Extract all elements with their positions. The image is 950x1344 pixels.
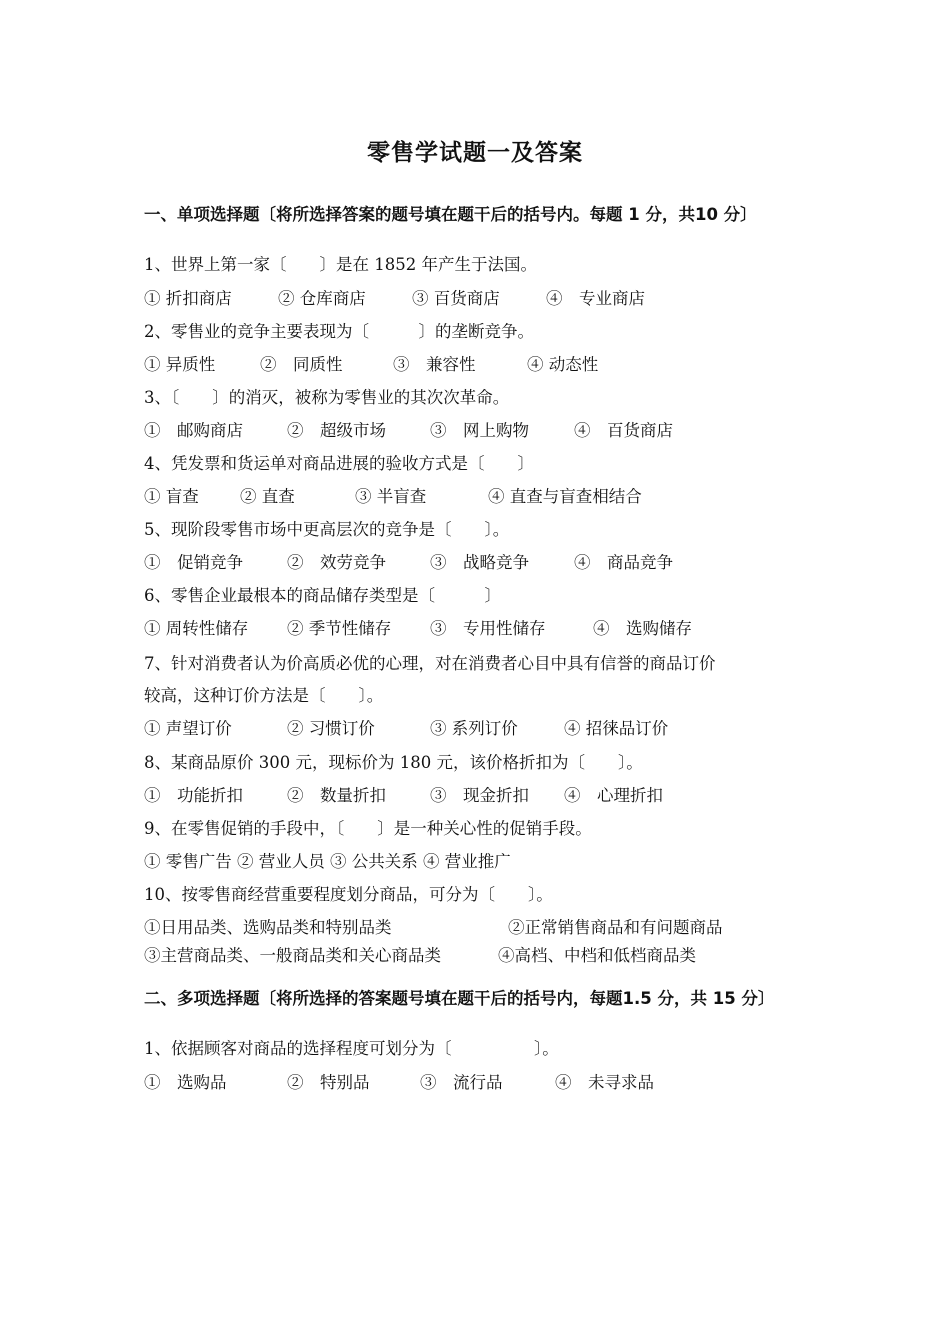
option: ① 盲查 — [144, 487, 199, 506]
option: ④ 直查与盲查相结合 — [488, 487, 642, 506]
option: ④ 商品竞争 — [574, 553, 673, 572]
option: ④ 动态性 — [527, 355, 599, 374]
option: ③ 战略竞争 — [430, 553, 529, 572]
option: ② 直查 — [240, 487, 295, 506]
question-stem: 5、现阶段零售市场中更高层次的竞争是〔 〕。 — [144, 520, 510, 539]
option: ④ 选购储存 — [593, 619, 692, 638]
option: ④ 招徕品订价 — [564, 719, 669, 738]
option: ① 选购品 — [144, 1073, 227, 1092]
option: ③主营商品类、一般商品类和关心商品类 — [144, 946, 441, 965]
question-stem: 1、世界上第一家〔 〕是在 1852 年产生于法国。 — [144, 255, 537, 274]
option: ② 超级市场 — [287, 421, 386, 440]
option: ②正常销售商品和有问题商品 — [508, 918, 723, 937]
question-stem: 6、零售企业最根本的商品储存类型是〔 〕 — [144, 586, 501, 605]
option: ② 数量折扣 — [287, 786, 386, 805]
option: ④ 未寻求品 — [555, 1073, 654, 1092]
section-heading-single-choice: 一、单项选择题〔将所选择答案的题号填在题干后的括号内。每题 1 分，共10 分〕 — [144, 205, 757, 224]
question-stem: 2、零售业的竞争主要表现为〔 〕的垄断竞争。 — [144, 322, 534, 341]
option: ① 邮购商店 — [144, 421, 243, 440]
option: ① 功能折扣 — [144, 786, 243, 805]
option: ③ 系列订价 — [430, 719, 518, 738]
option: ① 声望订价 — [144, 719, 232, 738]
option: ① 折扣商店 — [144, 289, 232, 308]
option: ③ 兼容性 — [393, 355, 476, 374]
option: ③ 现金折扣 — [430, 786, 529, 805]
option: ③ 网上购物 — [430, 421, 529, 440]
question-stem: 10、按零售商经营重要程度划分商品，可分为〔 〕。 — [144, 885, 553, 904]
question-stem: 9、在零售促销的手段中，〔 〕是一种关心性的促销手段。 — [144, 819, 592, 838]
section-heading-multiple-choice: 二、多项选择题〔将所选择的答案题号填在题干后的括号内，每题1.5 分，共 15 分〕 — [144, 989, 775, 1008]
question-stem: 7、针对消费者认为价高质必优的心理，对在消费者心目中具有信誉的商品订价 — [144, 654, 716, 673]
question-stem: 1、依据顾客对商品的选择程度可划分为〔 〕。 — [144, 1039, 559, 1058]
option: ① 促销竞争 — [144, 553, 243, 572]
option: ④ 心理折扣 — [564, 786, 663, 805]
option: ② 仓库商店 — [278, 289, 366, 308]
option: ② 季节性储存 — [287, 619, 392, 638]
option: ①日用品类、选购品类和特别品类 — [144, 918, 392, 937]
option: ③ 半盲查 — [355, 487, 427, 506]
option: ① 周转性储存 — [144, 619, 249, 638]
question-stem-continued: 较高，这种订价方法是〔 〕。 — [144, 686, 384, 705]
option: ② 效劳竞争 — [287, 553, 386, 572]
option: ③ 专用性储存 — [430, 619, 546, 638]
option: ④高档、中档和低档商品类 — [498, 946, 696, 965]
option: ③ 流行品 — [420, 1073, 503, 1092]
option: ③ 百货商店 — [412, 289, 500, 308]
option: ① 异质性 — [144, 355, 216, 374]
option: ② 同质性 — [260, 355, 343, 374]
question-stem: 8、某商品原价 300 元，现标价为 180 元，该价格折扣为〔 〕。 — [144, 753, 643, 772]
option: ④ 专业商店 — [546, 289, 645, 308]
option: ② 特别品 — [287, 1073, 370, 1092]
options-line: ① 零售广告 ② 营业人员 ③ 公共关系 ④ 营业推广 — [144, 852, 511, 871]
question-stem: 3、〔 〕的消灭，被称为零售业的其次次革命。 — [144, 388, 510, 407]
page-title: 零售学试题一及答案 — [367, 140, 583, 166]
question-stem: 4、凭发票和货运单对商品进展的验收方式是〔 〕 — [144, 454, 534, 473]
option: ④ 百货商店 — [574, 421, 673, 440]
option: ② 习惯订价 — [287, 719, 375, 738]
